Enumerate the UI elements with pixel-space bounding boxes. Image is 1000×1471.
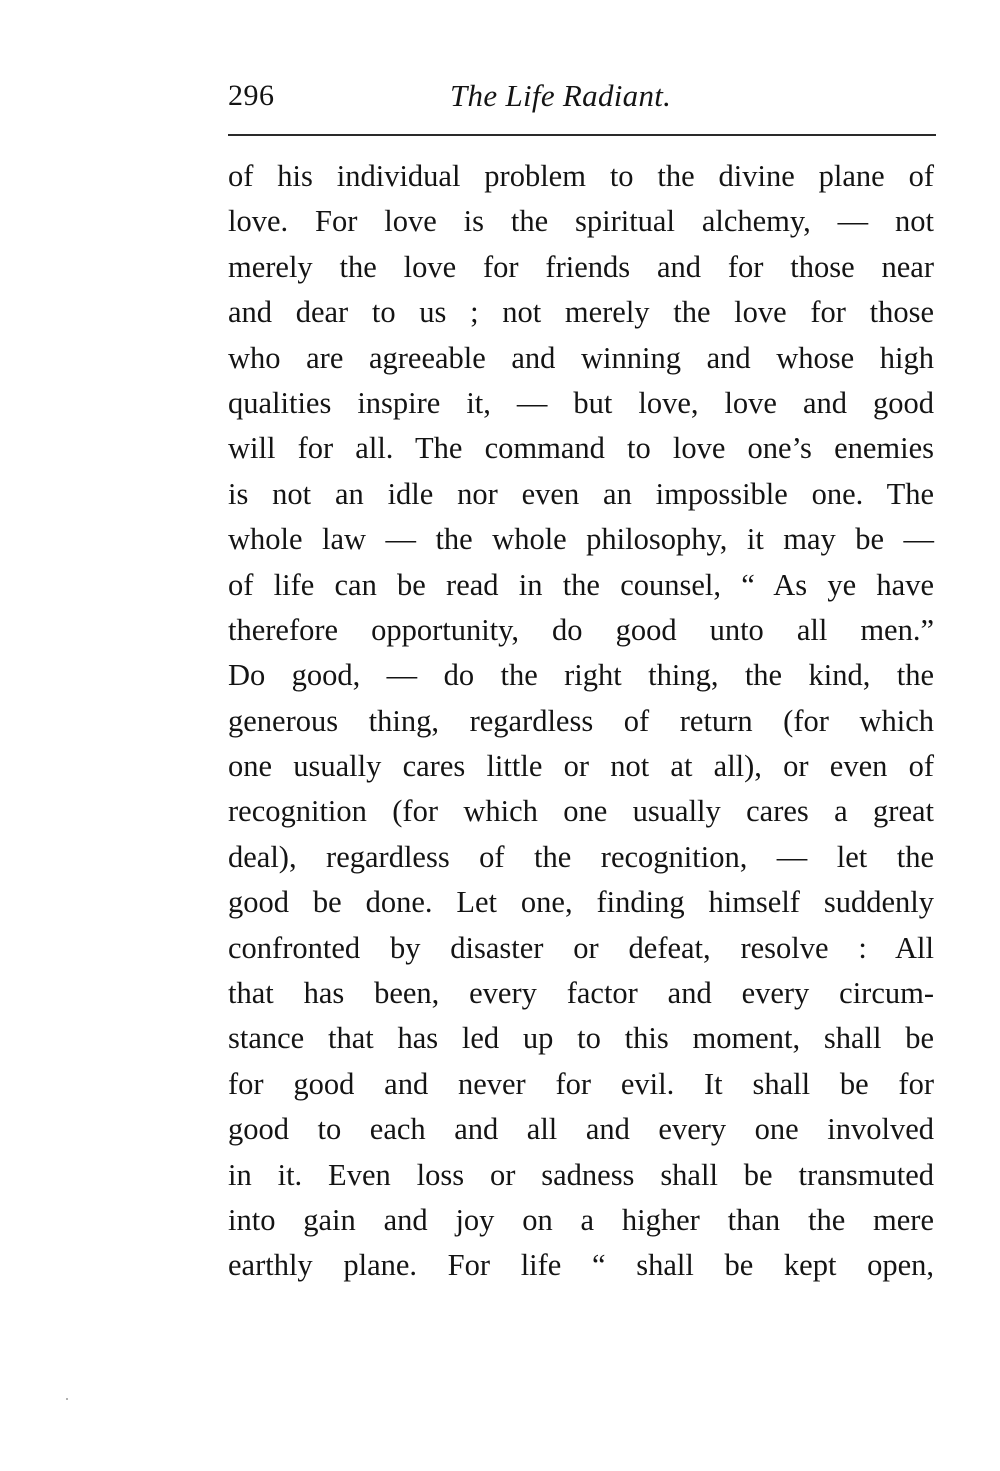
text-line: stance that has led up to this moment, shall be — [228, 1021, 934, 1056]
text-line: confronted by disaster or defeat, resolve : All — [228, 930, 934, 965]
page-number: 296 — [228, 79, 275, 112]
text-line: will for all. The command to love one’s enemies — [228, 431, 934, 466]
text-line: for good and never for evil. It shall be for — [228, 1066, 934, 1101]
body-text — [228, 154, 934, 1289]
page-header — [228, 76, 936, 116]
text-line: who are agreeable and winning and whose high — [228, 340, 934, 375]
text-line: love. For love is the spiritual alchemy, — not — [228, 204, 934, 239]
text-line: merely the love for friends and for those near — [228, 249, 934, 284]
running-title: The Life Radiant. — [450, 78, 672, 113]
scan-speck — [66, 1398, 68, 1400]
text-line: of life can be read in the counsel, “ As ye have — [228, 567, 934, 602]
text-line: in it. Even loss or sadness shall be transmuted — [228, 1157, 934, 1192]
text-line: is not an idle nor even an impossible one. The — [228, 476, 934, 511]
text-line: of his individual problem to the divine plane of — [228, 159, 934, 193]
text-line: qualities inspire it, — but love, love and good — [228, 385, 934, 420]
text-line: and dear to us ; not merely the love for those — [228, 295, 934, 330]
text-line: earthly plane. For life “ shall be kept open, — [228, 1248, 934, 1283]
text-line: recognition (for which one usually cares a great — [228, 794, 934, 829]
text-line: therefore opportunity, do good unto all men.” — [228, 612, 934, 647]
text-line: one usually cares little or not at all), or even of — [228, 749, 934, 784]
text-line: whole law — the whole philosophy, it may be — — [228, 522, 934, 557]
text-line: deal), regardless of the recognition, — let the — [228, 839, 934, 874]
header-rule — [228, 134, 936, 136]
text-line: Do good, — do the right thing, the kind, the — [228, 658, 934, 693]
text-line: good to each and all and every one involved — [228, 1112, 934, 1147]
text-line: generous thing, regardless of return (for which — [228, 703, 934, 738]
text-line: that has been, every factor and every circum- — [228, 976, 934, 1011]
text-line: into gain and joy on a higher than the mere — [228, 1202, 934, 1237]
text-line: good be done. Let one, finding himself suddenly — [228, 885, 934, 920]
